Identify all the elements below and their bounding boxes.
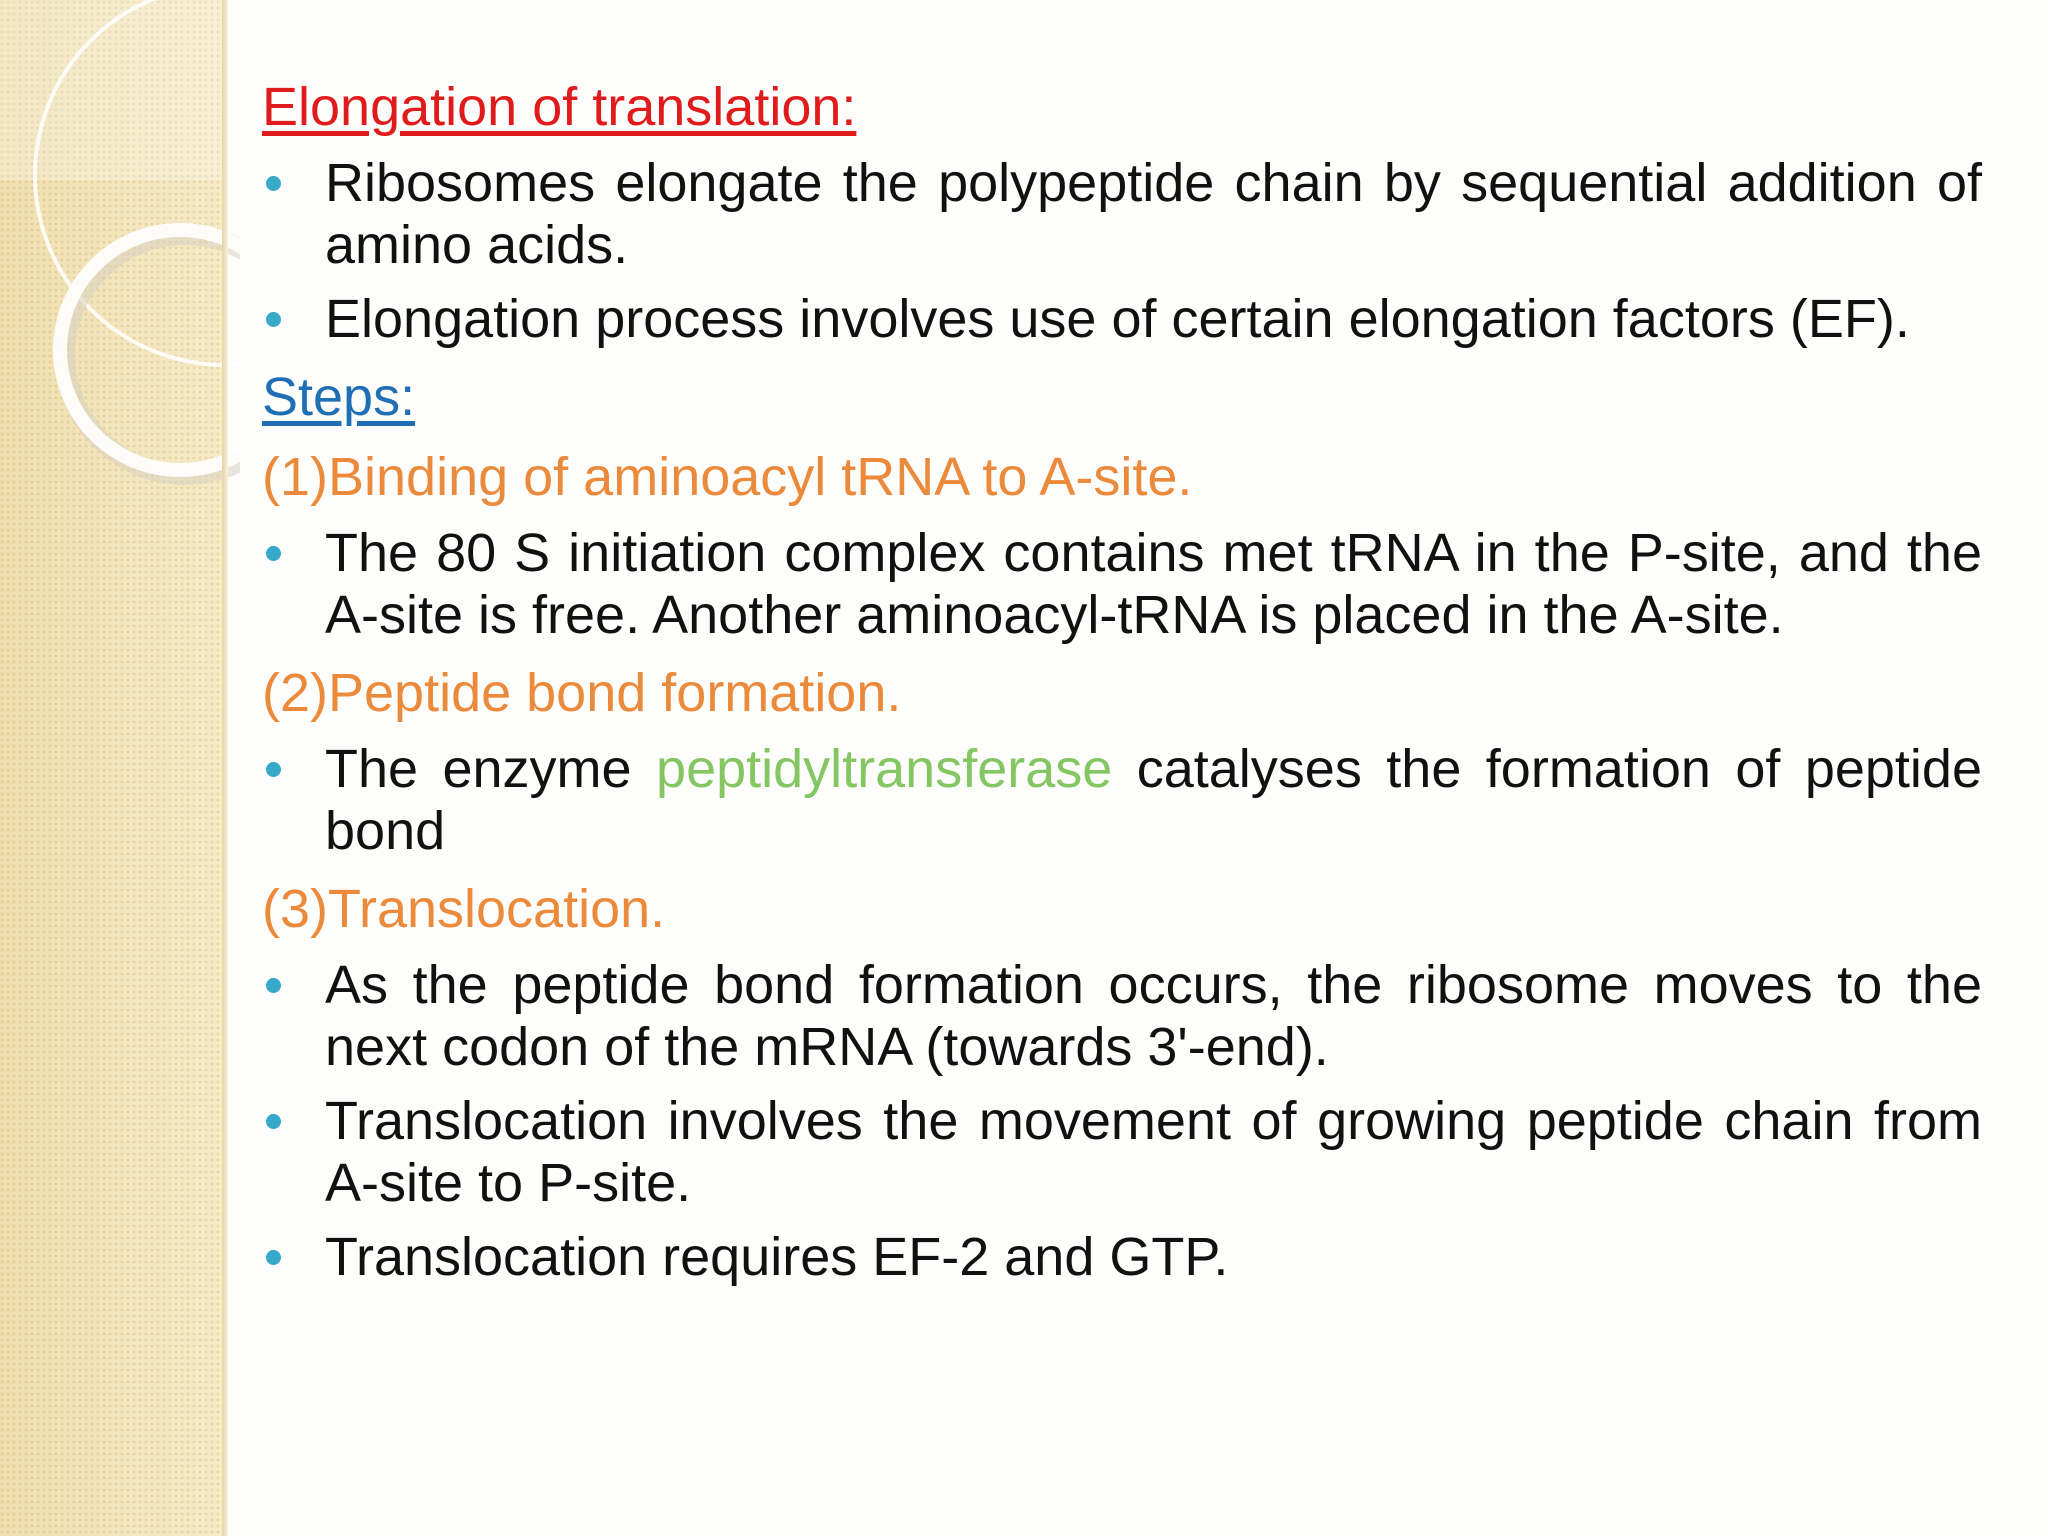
- bullet-text: Translocation requires EF-2 and GTP.: [325, 1227, 1229, 1287]
- bullet-item: [262, 522, 1982, 646]
- step-1-title: (1)Binding of aminoacyl tRNA to A-site.: [262, 447, 1193, 507]
- bullet-item: [262, 152, 1982, 276]
- bullet-text: Translocation involves the movement of growing peptide chain from A-site to P-site.: [325, 1091, 1982, 1213]
- bullet-dot-icon: [266, 1250, 281, 1265]
- step-2-title: (2)Peptide bond formation.: [262, 663, 902, 723]
- bullet-dot-icon: [266, 546, 281, 561]
- decorative-rings: [0, 0, 240, 520]
- step-3-title: (3)Translocation.: [262, 879, 666, 939]
- bullet-text: The 80 S initiation complex contains met tRNA in the P-site, and the A-site is free. Another aminoacyl-tRNA is placed in the A-site.: [325, 523, 1982, 645]
- bullet-dot-icon: [266, 1114, 281, 1129]
- bullet-text-post: catalyses the formation of peptide bond: [325, 739, 1982, 861]
- slide-title: Elongation of translation:: [262, 77, 857, 137]
- bullet-dot-icon: [266, 978, 281, 993]
- bullet-item: [262, 954, 1982, 1078]
- steps-heading: Steps:: [262, 367, 416, 427]
- bullet-text: As the peptide bond formation occurs, the ribosome moves to the next codon of the mRNA (towards 3'-end).: [325, 955, 1982, 1077]
- bullet-item: [262, 1090, 1982, 1214]
- bullet-dot-icon: [266, 176, 281, 191]
- decorative-sidebar: [0, 0, 228, 1536]
- bullet-text-pre: The enzyme: [325, 739, 657, 799]
- bullet-item: [262, 1226, 1982, 1288]
- slide-content: [262, 72, 1982, 1300]
- bullet-text: Ribosomes elongate the polypeptide chain by sequential addition of amino acids.: [325, 153, 1982, 275]
- sidebar-edge: [222, 0, 228, 1536]
- enzyme-highlight: peptidyltransferase: [656, 739, 1113, 799]
- bullet-item: [262, 738, 1982, 862]
- bullet-dot-icon: [266, 762, 281, 777]
- bullet-dot-icon: [266, 312, 281, 327]
- bullet-text: Elongation process involves use of certain elongation factors (EF).: [325, 289, 1910, 349]
- bullet-item: [262, 288, 1982, 350]
